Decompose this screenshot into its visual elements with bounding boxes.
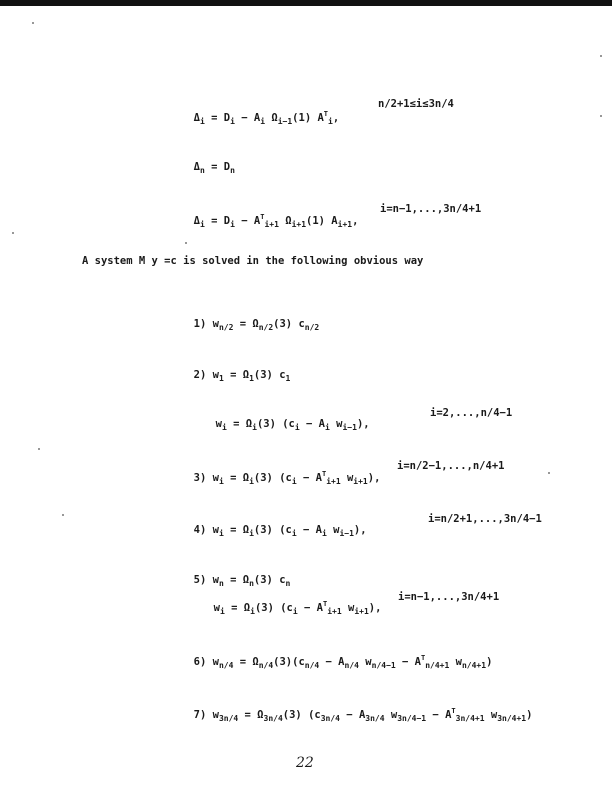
step-range: i=n−1,...,3n/4+1 (398, 591, 500, 603)
step-2: 2) $w_1 = \Omega_1(3)$ $c_1$ (193, 369, 291, 383)
equation-delta-n: $\Delta_n = D_n$ (193, 161, 235, 175)
step-6: 6) $w_{n/4} = \Omega_{n/4}(3)(c_{n/4} - A_{n/4}$ $w_{n/4-1} - A^T_{n/4+1}$ $w_{n/4+1}$) (193, 654, 493, 670)
step-3: 3) $w_i = \Omega_i(3) (c_i - A^T_{i+1}$ $w_{i+1}$), (193, 470, 381, 486)
step-5-recurrence: $w_i = \Omega_i(3) (c_i - A^T_{i+1}$ $w_{i+1}$), (213, 600, 382, 616)
step-range: i=n/2−1,...,n/4+1 (397, 460, 505, 472)
step-1: 1) $w_{n/2} = \Omega_{n/2}(3)$ $c_{n/2}$ (193, 318, 320, 332)
step-2-recurrence: $w_i = \Omega_i(3) (c_i - A_i$ $w_{i-1}$), (215, 418, 370, 432)
top-border (0, 0, 612, 6)
step-range: i=n/2+1,...,3n/4−1 (428, 513, 542, 525)
step-4: 4) $w_i = \Omega_i(3) (c_i - A_i$ $w_{i-1}$), (193, 524, 367, 538)
step-range: i=2,...,n/4−1 (430, 407, 513, 419)
equation-delta-i-first: $\Delta_i = D_i - A_i$ $\Omega_{i-1}(1)$ $A^T_i$, (193, 110, 340, 126)
step-5: 5) $w_n = \Omega_n(3)$ $c_n$ (193, 574, 291, 588)
equation-range: i=n−1,...,3n/4+1 (380, 203, 482, 215)
page-number: 22 (296, 755, 314, 771)
intro-text: A system M y =c is solved in the following obvious way (82, 255, 424, 267)
equation-delta-i-second: $\Delta_i = D_i - A^T_{i+1}$ $\Omega_{i+1}(1)$ $A_{i+1}$, (193, 213, 359, 229)
equation-range: n/2+1≤i≤3n/4 (378, 98, 454, 110)
step-7: 7) $w_{3n/4} = \Omega_{3n/4}(3) (c_{3n/4} - A_{3n/4}$ $w_{3n/4-1} - A^T_{3n/4+1}$ $w_{3n/4+1}$) (193, 707, 533, 723)
